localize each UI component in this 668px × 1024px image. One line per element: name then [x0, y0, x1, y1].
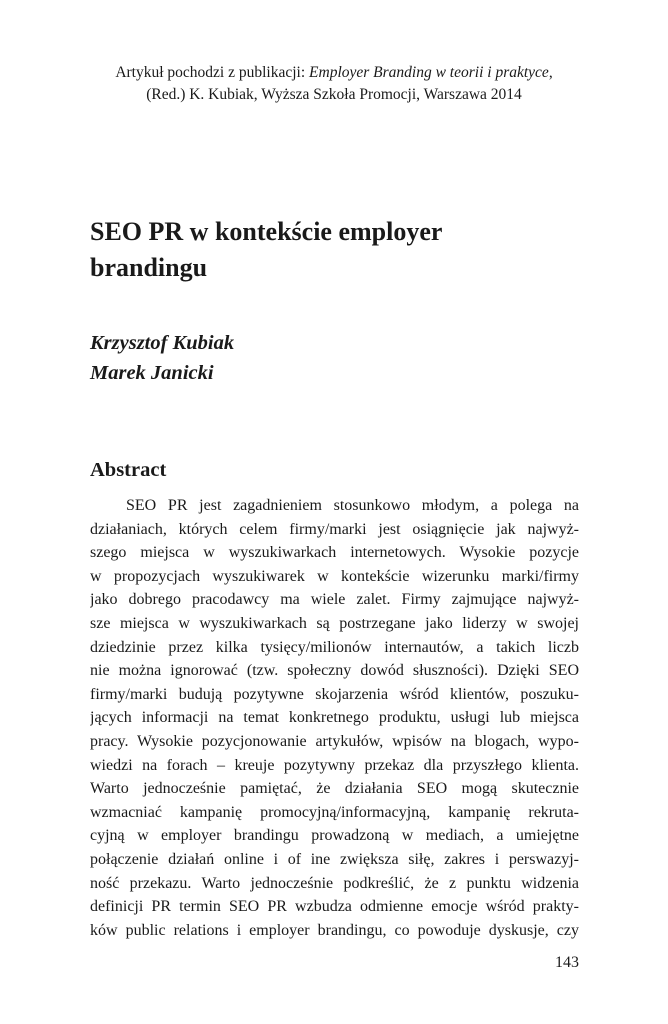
source-publication-title: Employer Branding w teorii i praktyce — [309, 64, 549, 81]
abstract-line: działaniach, których celem firmy/marki jest osiągnięcie jak najwyż- — [90, 520, 579, 538]
abstract-heading: Abstract — [90, 459, 167, 481]
article-title — [90, 214, 590, 286]
author-list — [90, 328, 234, 388]
abstract-line: cyjną w employer brandingu prowadzoną w mediach, a umiejętne — [90, 827, 579, 845]
source-line-1 — [60, 62, 608, 84]
abstract-line: sze miejsca w wyszukiwarkach są postrzegane jako liderzy w swojej — [90, 614, 579, 632]
abstract-line: firmy/marki budują pozytywne skojarzenia wśród klientów, poszuku- — [90, 685, 579, 703]
abstract-line: wzmacniać kampanię promocyjną/informacyjną, kampanię rekruta- — [90, 803, 579, 821]
abstract-line: dziedzinie przez kilka tysięcy/milionów internautów, a takich liczb — [90, 638, 579, 656]
author-name: Krzysztof Kubiak — [90, 332, 235, 354]
abstract-line: jako dobrego pracodawcy ma wiele zalet. Firmy zajmujące najwyż- — [90, 591, 579, 609]
abstract-body — [90, 494, 579, 942]
abstract-line: SEO PR jest zagadnieniem stosunkowo młodym, a polega na — [126, 497, 579, 514]
article-title-line-2: brandingu — [90, 253, 208, 282]
publication-source-note — [60, 62, 608, 106]
abstract-line: jących informacji na temat konkretnego produktu, usługi lub miejsca — [90, 709, 579, 727]
article-title-line-1: SEO PR w kontekście employer — [90, 217, 443, 246]
source-prefix: Artykuł pochodzi z publikacji: — [115, 64, 310, 81]
source-line-2: (Red.) K. Kubiak, Wyższa Szkoła Promocji, Warszawa 2014 — [146, 86, 522, 103]
abstract-line: połączenie działań online i of ine zwiększa siłę, zakres i perswazyj- — [90, 850, 579, 868]
abstract-line: Warto jednocześnie pamiętać, że działania SEO mogą skutecznie — [90, 780, 579, 798]
abstract-line: pracy. Wysokie pozycjonowanie artykułów, wpisów na blogach, wypo- — [90, 732, 579, 750]
abstract-line: w propozycjach wyszukiwarek w kontekście wizerunku marki/firmy — [90, 567, 579, 585]
author-name: Marek Janicki — [90, 362, 214, 384]
abstract-line: ność przekazu. Warto jednocześnie podkreślić, że z punktu widzenia — [90, 874, 579, 892]
page-number: 143 — [555, 954, 579, 971]
abstract-line: ków public relations i employer brandingu, co powoduje dyskusje, czy — [90, 921, 579, 939]
abstract-line: szego miejsca w wyszukiwarkach internetowych. Wysokie pozycje — [90, 544, 579, 562]
abstract-line: wiedzi na forach – kreuje pozytywny przekaz dla przyszłego klienta. — [90, 756, 579, 774]
source-title-suffix: , — [548, 64, 553, 81]
abstract-line: definicji PR termin SEO PR wzbudza odmienne emocje wśród prakty- — [90, 898, 579, 916]
abstract-line: nie można ignorować (tzw. społeczny dowód słuszności). Dzięki SEO — [90, 662, 579, 680]
